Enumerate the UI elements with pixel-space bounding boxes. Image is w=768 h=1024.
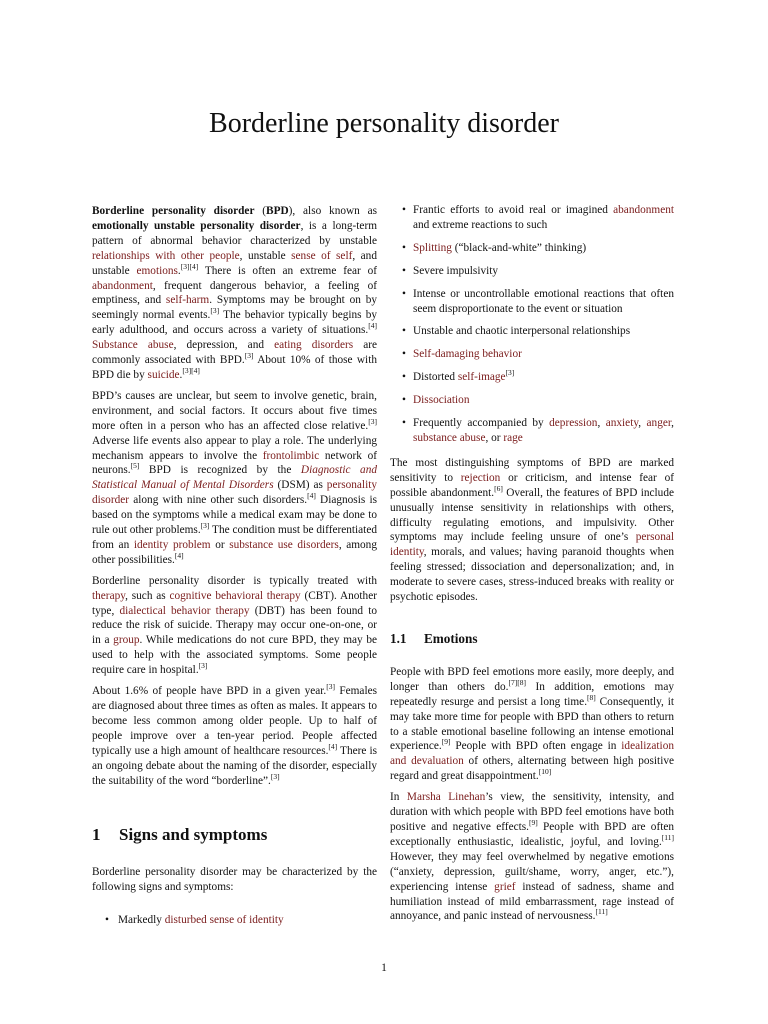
link-self-harm[interactable]: self-harm (165, 294, 210, 307)
link-sense-of-self[interactable]: sense of self (291, 249, 353, 262)
text: (DSM) as (273, 479, 327, 492)
text: Frantic efforts to avoid real or imagined (413, 204, 614, 216)
text: , depression, and (173, 339, 275, 352)
text: Frequently accompanied by (413, 417, 550, 430)
text: , (597, 417, 606, 430)
bullet-icon: • (402, 371, 406, 384)
text: , morals, and values; having paranoid thoughts when feeling stressed; dissociation and depersonalization; and, in moderate to severe cases, stress-induced breaks with reality or psychotic episodes. (390, 546, 674, 604)
section-number: 1 (92, 825, 101, 845)
text: , (638, 417, 647, 430)
text: The behavior typically begins by early adulthood, and occurs across a variety of situations. (92, 309, 378, 337)
text: The most distinguishing symptoms of BPD are marked sensitivity to (390, 456, 674, 484)
link-eating-disorders[interactable]: eating disorders (274, 339, 354, 352)
link-self-damaging-behavior[interactable]: Self-damaging behavior (413, 348, 522, 361)
text: (CBT). Another type, (92, 589, 377, 617)
bullet-icon: • (402, 325, 406, 338)
text: About 1.6% of people have BPD in a given year. (92, 685, 327, 698)
link-abandonment[interactable]: abandonment (92, 279, 153, 292)
citation[interactable]: [3] (198, 661, 208, 671)
list-item (390, 393, 674, 408)
text: along with nine other such disorders. (129, 494, 308, 507)
bold-term: emotionally unstable personality disorder (92, 219, 301, 232)
citation[interactable]: [3][4] (180, 261, 199, 271)
citation[interactable]: [3] (210, 306, 220, 316)
text: Borderline personality disorder is typically treated with (92, 574, 377, 587)
text: ( (254, 205, 267, 217)
treatment-paragraph (92, 574, 377, 678)
text: and extreme reactions to such (413, 218, 548, 231)
citation[interactable]: [6] (494, 483, 503, 493)
text: About 10% of those with BPD die by (92, 354, 377, 381)
link-frontolimbic[interactable]: frontolimbic (262, 449, 320, 462)
text: ’s view, the sensitivity, intensity, and duration with which people with BPD feel emotions have both positive and negative effects. (390, 791, 674, 833)
citation[interactable]: [3] (244, 351, 254, 361)
symptoms-paragraph (390, 456, 674, 605)
citation[interactable]: [3] (270, 771, 280, 781)
bullet-icon: • (402, 287, 406, 300)
text: , and unstable (92, 249, 377, 277)
citation[interactable]: [9] (441, 737, 451, 747)
link-splitting[interactable]: Splitting (413, 241, 452, 254)
linehan-paragraph (390, 790, 674, 924)
text: Intense or uncontrollable emotional reactions that often seem disproportionate to the event or situation (413, 287, 674, 315)
link-substance-use-disorders[interactable]: substance use disorders (229, 538, 339, 551)
citation[interactable]: [3] (505, 368, 515, 378)
text: There is often an extreme fear of (198, 264, 378, 277)
text: Markedly (118, 914, 165, 927)
text: , (671, 417, 674, 430)
epidemiology-paragraph (92, 684, 377, 788)
citation[interactable]: [4] (307, 491, 316, 501)
text: Unstable and chaotic interpersonal relationships (413, 325, 631, 338)
text: People with BPD are often exceptionally enthusiastic, idealistic, joyful, and loving. (390, 821, 675, 848)
citation[interactable]: [9] (528, 818, 538, 828)
link-personality-disorder[interactable]: personality disorder (92, 479, 377, 507)
text: (DBT) has been found to reduce the risk of suicide. Therapy may occur one-on-one, or in a (92, 604, 377, 647)
bullet-icon: • (402, 348, 406, 361)
section-title: Signs and symptoms (119, 825, 268, 845)
list-item (390, 416, 674, 446)
bold-term: Borderline personality disorder (92, 205, 255, 217)
text: There is an ongoing debate about the naming of the disorder, especially the suitability of the word “borderline”. (92, 744, 377, 787)
link-abandonment[interactable]: abandonment (613, 204, 674, 216)
list-item (390, 324, 674, 339)
citation[interactable]: [11] (595, 907, 608, 917)
link-relationships[interactable]: relationships with other people (92, 249, 240, 262)
list-item (390, 203, 674, 233)
link-cbt[interactable]: cognitive behavioral therapy (169, 589, 301, 602)
text: BPD is recognized by the (139, 464, 301, 477)
citation[interactable]: [3][4] (182, 366, 200, 376)
text: , is a long-term pattern of abnormal behavior characterized by unstable (92, 219, 377, 247)
bullet-icon: • (402, 394, 406, 407)
text: Overall, the features of BPD include unusually intense sensitivity in relationships with others, difficulty regulating emotions, and impulsivity. Other symptoms may include feeling unsure of one’s (390, 486, 674, 544)
section-heading (92, 825, 377, 845)
link-suicide[interactable]: suicide (147, 368, 180, 381)
list-item (390, 264, 674, 279)
text: , frequent dangerous behavior, a feeling of emptiness, and (92, 279, 377, 307)
text: Distorted (413, 371, 458, 384)
bullet-icon: • (402, 204, 406, 216)
text: Consequently, it may take more time for people with BPD than others to return to a stable emotional baseline following an intense emotional experience. (390, 695, 674, 753)
citation[interactable]: [3] (368, 416, 377, 426)
text: or (210, 538, 230, 551)
citation[interactable]: [4] (368, 321, 377, 331)
link-therapy[interactable]: therapy (92, 589, 126, 602)
citation[interactable]: [5] (130, 461, 140, 471)
bullet-icon: • (105, 914, 109, 927)
text: , among other possibilities. (92, 538, 377, 566)
citation[interactable]: [10] (538, 767, 552, 777)
right-column (390, 203, 674, 930)
link-substance-abuse[interactable]: substance abuse (413, 431, 486, 444)
link-rage[interactable]: rage (503, 431, 523, 444)
text: Adverse life events also appear to play a role. The underlying mechanism appears to involve the (92, 434, 377, 462)
citation[interactable]: [11] (661, 833, 674, 843)
citation[interactable]: [8] (587, 692, 596, 702)
text: Severe impulsivity (413, 264, 499, 277)
link-depression[interactable]: depression (549, 417, 598, 430)
text: Females are diagnosed about three times as often as males. It appears to become less common among older people. Up to half of people improve over a ten-year period. People affected typically use a high amount of healthcare resources. (92, 685, 377, 757)
text: or criticism, and intense fear of possible abandonment. (390, 471, 674, 499)
bullet-icon: • (402, 241, 406, 254)
text: . Symptoms may be brought on by seemingly normal events. (92, 294, 377, 322)
text: People with BPD feel emotions more easily, more deeply, and longer than others do. (390, 665, 674, 693)
citation[interactable]: [4] (328, 741, 338, 751)
citation[interactable]: [3] (326, 682, 335, 692)
subsection-number: 1.1 (390, 630, 407, 646)
list-item (390, 370, 674, 385)
page-number: 1 (381, 962, 387, 974)
text: . (177, 264, 181, 277)
causes-paragraph (92, 389, 377, 568)
link-grief[interactable]: grief (494, 880, 516, 893)
bullet-icon: • (402, 264, 406, 277)
link-anxiety[interactable]: anxiety (605, 417, 639, 430)
link-substance-abuse[interactable]: Substance abuse (92, 339, 174, 352)
text: ), also known as (288, 205, 378, 217)
text: , or (485, 431, 504, 444)
text: In (390, 791, 407, 804)
citation[interactable]: [3] (200, 521, 210, 531)
text: In addition, emotions may repeatedly resurge and persist a long time. (390, 680, 674, 708)
text: The condition must be differentiated from an (92, 524, 377, 551)
link-emotions[interactable]: emotions (136, 264, 178, 277)
link-identity-problem[interactable]: identity problem (133, 538, 211, 551)
text: People with BPD often engage in (450, 740, 622, 753)
citation[interactable]: [7][8] (508, 678, 526, 688)
text: instead of sadness, shame and humiliation instead of mild embarrassment, rage instead of annoyance, and panic instead of nervousness. (390, 880, 674, 923)
section-intro: Borderline personality disorder may be characterized by the following signs and symptoms: (92, 866, 377, 894)
text: , such as (125, 589, 170, 602)
text: are commonly associated with BPD. (92, 339, 377, 367)
link-personal-identity[interactable]: personal identity (390, 531, 674, 559)
emotions-paragraph (390, 665, 674, 784)
text: BPD’s causes are unclear, but seem to involve genetic, brain, environment, and social factors. It occurs about five times more often in a person who has an affected close relative. (92, 389, 377, 432)
list-item (390, 241, 674, 256)
link-dissociation[interactable]: Dissociation (413, 394, 470, 407)
text: (“black-and-white” thinking) (451, 241, 587, 254)
citation[interactable]: [4] (174, 551, 184, 561)
text: . (179, 368, 183, 381)
page-title: Borderline personality disorder (209, 108, 559, 139)
subsection-heading (390, 631, 674, 647)
list-item (390, 287, 674, 317)
link-self-image[interactable]: self-image (457, 371, 506, 384)
link-group[interactable]: group (113, 634, 140, 647)
symptom-list-left (92, 913, 377, 928)
intro-paragraph (92, 204, 377, 383)
text: network of neurons. (92, 449, 377, 477)
text: Diagnosis is based on the symptoms while a medical exam may be done to rule out other problems. (92, 494, 377, 537)
link-dbt[interactable]: dialectical behavior therapy (119, 604, 250, 617)
text: However, they may feel overwhelmed by negative emotions (“anxiety, depression, guilt/shame, worry, anger, etc.”), experiencing intense (390, 850, 674, 893)
symptom-list-right (390, 203, 674, 446)
link-dsm[interactable]: Diagnostic and Statistical Manual of Mental Disorders (92, 464, 377, 492)
subsection-title: Emotions (424, 630, 478, 646)
link-disturbed-identity[interactable]: disturbed sense of identity (164, 914, 284, 927)
link-idealization-devaluation[interactable]: idealization and devaluation (390, 740, 674, 768)
bold-term: BPD (266, 205, 289, 217)
link-rejection[interactable]: rejection (460, 471, 501, 484)
list-item (92, 913, 377, 928)
text: , unstable (239, 249, 292, 262)
bullet-icon: • (402, 417, 406, 430)
list-item (390, 347, 674, 362)
text: . While medications do not cure BPD, they may be used to help with the associated symptoms. Some people require care in hospital. (92, 634, 378, 677)
text: of others, alternating between high positive regard and great disappointment. (390, 755, 674, 783)
link-anger[interactable]: anger (646, 417, 672, 430)
left-column (92, 204, 377, 938)
link-marsha-linehan[interactable]: Marsha Linehan (406, 791, 486, 804)
